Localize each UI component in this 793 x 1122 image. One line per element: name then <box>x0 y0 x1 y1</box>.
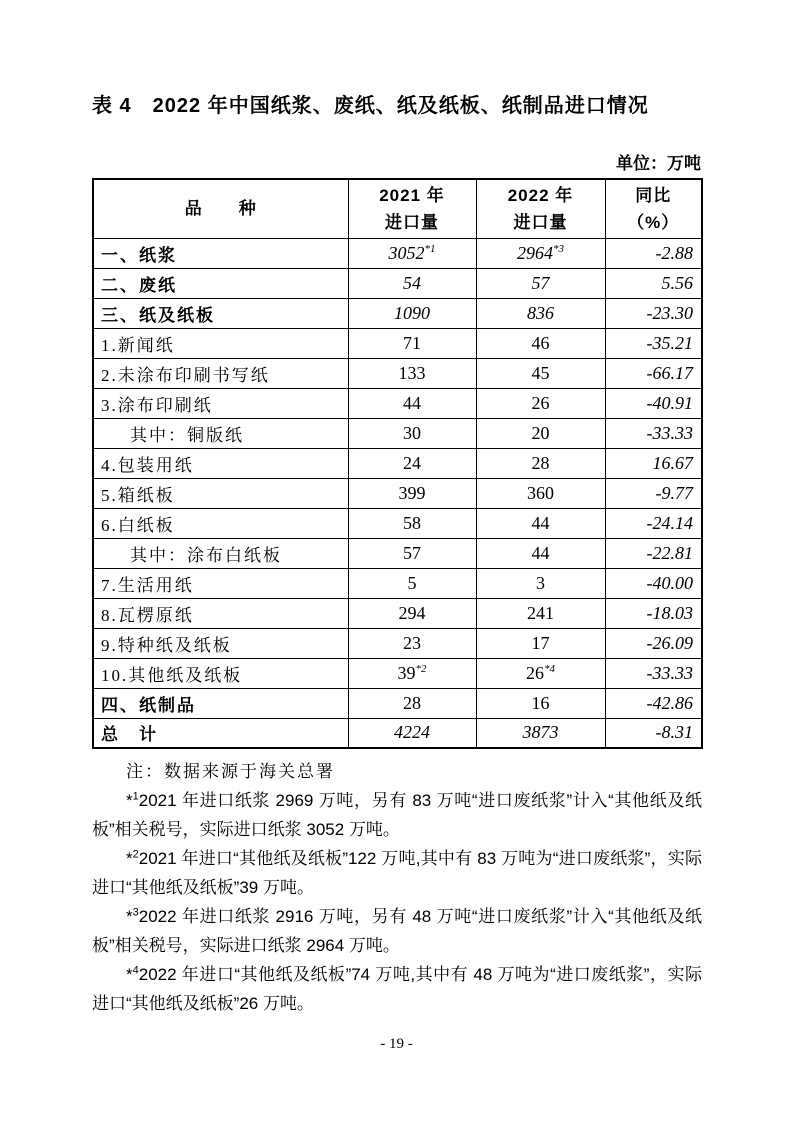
page-number: - 19 - <box>380 1036 413 1052</box>
value-2022: 44 <box>476 508 605 538</box>
header-product: 品 种 <box>93 179 348 238</box>
value-2022: 241 <box>476 598 605 628</box>
table-header-row <box>93 179 702 238</box>
product-name: 三、纸及纸板 <box>93 298 348 328</box>
yoy-value: -66.17 <box>605 358 702 388</box>
value-2022: 26 <box>476 388 605 418</box>
value-2021: 294 <box>348 598 476 628</box>
header-2021-import: 2021 年 进口量 <box>348 179 476 238</box>
footnote-2: *$^2$2021 年进口“其他纸及纸板”122 万吨,其中有 83 万吨为“进口废纸浆”，实际进口“其他纸及纸板”39 万吨。 <box>92 848 702 897</box>
value-2022: 26$^{*4}$ <box>476 658 605 688</box>
value-2021: 71 <box>348 328 476 358</box>
value-2022: 16 <box>476 688 605 718</box>
value-2022: 28 <box>476 448 605 478</box>
product-name: 8.瓦楞原纸 <box>93 598 348 628</box>
value-2021: 5 <box>348 568 476 598</box>
yoy-value: -33.33 <box>605 658 702 688</box>
product-name: 总 计 <box>93 718 348 748</box>
table-row <box>93 538 702 568</box>
value-2022: 44 <box>476 538 605 568</box>
yoy-value: 16.67 <box>605 448 702 478</box>
value-2022: 836 <box>476 298 605 328</box>
table-row <box>93 658 702 688</box>
yoy-value: -42.86 <box>605 688 702 718</box>
product-name: 二、废纸 <box>93 268 348 298</box>
table-row <box>93 478 702 508</box>
value-2022: 46 <box>476 328 605 358</box>
value-2021: 28 <box>348 688 476 718</box>
product-name: 2.未涂布印刷书写纸 <box>93 358 348 388</box>
header-2022-import: 2022 年 进口量 <box>476 179 605 238</box>
footnote-3: *$^3$2022 年进口纸浆 2916 万吨，另有 48 万吨“进口废纸浆”计入“其他纸及纸板”相关税号，实际进口纸浆 2964 万吨。 <box>92 906 702 955</box>
yoy-value: -26.09 <box>605 628 702 658</box>
footnote-marker: *$^1$ <box>126 790 139 810</box>
value-2021: 133 <box>348 358 476 388</box>
table-row <box>93 268 702 298</box>
yoy-value: -9.77 <box>605 478 702 508</box>
value-2022: 3 <box>476 568 605 598</box>
yoy-value: -35.21 <box>605 328 702 358</box>
table-row <box>93 328 702 358</box>
value-2021: 1090 <box>348 298 476 328</box>
footnote-marker: *$^2$ <box>126 848 139 868</box>
footnote-ref: *3 <box>553 242 564 255</box>
yoy-value: -8.31 <box>605 718 702 748</box>
table-row <box>93 568 702 598</box>
product-name: 7.生活用纸 <box>93 568 348 598</box>
notes-section <box>92 757 702 1018</box>
table-row <box>93 688 702 718</box>
table-row <box>93 508 702 538</box>
page-title: 表 4 2022 年中国纸浆、废纸、纸及纸板、纸制品进口情况 <box>92 95 649 117</box>
yoy-value: 5.56 <box>605 268 702 298</box>
table-row-total <box>93 718 702 748</box>
value-2022: 3873 <box>476 718 605 748</box>
footnote-1: *$^1$2021 年进口纸浆 2969 万吨，另有 83 万吨“进口废纸浆”计入“其他纸及纸板”相关税号，实际进口纸浆 3052 万吨。 <box>92 790 702 839</box>
value-2022: 360 <box>476 478 605 508</box>
value-2021: 39$^{*2}$ <box>348 658 476 688</box>
table-row <box>93 238 702 268</box>
value-2022: 2964$^{*3}$ <box>476 238 605 268</box>
header-yoy: 同比 （%） <box>605 179 702 238</box>
yoy-value: -22.81 <box>605 538 702 568</box>
footnote-ref: *4 <box>544 662 555 675</box>
product-name: 9.特种纸及纸板 <box>93 628 348 658</box>
value-2021: 3052$^{*1}$ <box>348 238 476 268</box>
value-2021: 399 <box>348 478 476 508</box>
table-row <box>93 388 702 418</box>
footnote-ref: *2 <box>415 662 427 675</box>
yoy-value: -40.91 <box>605 388 702 418</box>
value-2022: 57 <box>476 268 605 298</box>
value-2021: 58 <box>348 508 476 538</box>
table-row <box>93 448 702 478</box>
yoy-value: -33.33 <box>605 418 702 448</box>
table-row <box>93 418 702 448</box>
value-2022: 17 <box>476 628 605 658</box>
value-2021: 4224 <box>348 718 476 748</box>
table-row <box>93 298 702 328</box>
value-2022: 20 <box>476 418 605 448</box>
yoy-value: -40.00 <box>605 568 702 598</box>
value-2021: 30 <box>348 418 476 448</box>
value-2022: 45 <box>476 358 605 388</box>
product-name: 10.其他纸及纸板 <box>93 658 348 688</box>
value-2021: 24 <box>348 448 476 478</box>
product-name: 4.包装用纸 <box>93 448 348 478</box>
product-name: 1.新闻纸 <box>93 328 348 358</box>
yoy-value: -23.30 <box>605 298 702 328</box>
import-table <box>92 178 703 749</box>
product-name: 3.涂布印刷纸 <box>93 388 348 418</box>
product-name: 5.箱纸板 <box>93 478 348 508</box>
value-2021: 57 <box>348 538 476 568</box>
table-row <box>93 628 702 658</box>
product-name: 四、纸制品 <box>93 688 348 718</box>
product-name: 一、纸浆 <box>93 238 348 268</box>
value-2021: 44 <box>348 388 476 418</box>
footnote-4: *$^4$2022 年进口“其他纸及纸板”74 万吨,其中有 48 万吨为“进口废纸浆”，实际进口“其他纸及纸板”26 万吨。 <box>92 964 702 1013</box>
table-row <box>93 598 702 628</box>
footnote-ref: *1 <box>424 242 436 255</box>
data-source-note: 注：数据来源于海关总署 <box>126 762 335 781</box>
product-name: 其中：铜版纸 <box>93 418 348 448</box>
value-2021: 23 <box>348 628 476 658</box>
footnote-marker: *$^4$ <box>126 964 139 984</box>
yoy-value: -18.03 <box>605 598 702 628</box>
product-name: 6.白纸板 <box>93 508 348 538</box>
yoy-value: -24.14 <box>605 508 702 538</box>
footnote-marker: *$^3$ <box>126 906 139 926</box>
table-row <box>93 358 702 388</box>
unit-label: 单位：万吨 <box>616 154 701 173</box>
yoy-value: -2.88 <box>605 238 702 268</box>
value-2021: 54 <box>348 268 476 298</box>
product-name: 其中：涂布白纸板 <box>93 538 348 568</box>
